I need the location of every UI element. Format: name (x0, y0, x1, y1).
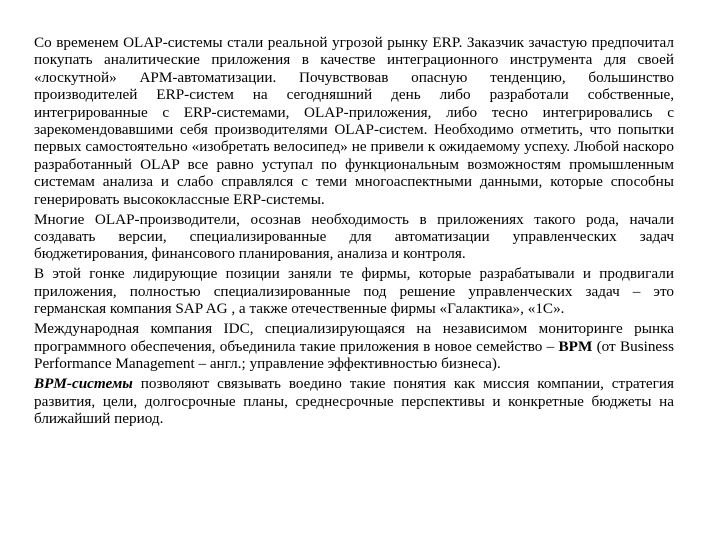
bpm-term: BPM (558, 337, 593, 355)
document-page (34, 34, 674, 427)
paragraph-olap-erp-threat: Со временем OLAP-системы стали реальной угрозой рынку ERP. Заказчик зачастую предпочитал покупать аналитические приложения в качестве интеграционного инструмента для своей «лоскутной» АРМ-автоматизации. Почувствовав опасную тенденцию, большинство производителей ERP-систем на сегодняшний день либо разработали собственные, интегрированные с ERP-системами, OLAP-приложения, либо тесно интегрировались с зарекомендовавшими себя производителями OLAP-систем. Необходимо отметить, что попытки первых самостоятельно «изобретать велосипед» не привели к ожидаемому успеху. Любой наскоро разработанный OLAP все равно уступал по функциональным возможностям промышленным системам анализа и слабо справлялся с теми многоаспектными данными, которые способны генерировать высококлассные ERP-системы. (34, 34, 674, 208)
bpm-systems-term: BPM-системы (34, 375, 133, 393)
paragraph-market-leaders: В этой гонке лидирующие позиции заняли те фирмы, которые разрабатывали и продвигали приложения, полностью специализированные под решение управленческих задач – это германская компания SAP AG , а также отечественные фирмы «Галактика», «1С». (34, 265, 674, 318)
paragraph-idc-bpm (34, 320, 674, 372)
idc-text-after: (от Business Performance Management – англ.; управление эффективностью бизнеса). (34, 337, 674, 373)
paragraph-bpm-systems (34, 375, 674, 427)
bpm-systems-text: позволяют связывать воедино такие понятия как миссия компании, стратегия развития, цели, долгосрочные планы, среднесрочные перспективы и конкретные бюджеты на ближайший период. (34, 375, 674, 427)
paragraph-olap-producers: Многие OLAP-производители, осознав необходимость в приложениях такого рода, начали создавать версии, специализированные для автоматизации управленческих задач бюджетирования, финансового планирования, анализа и контроля. (34, 210, 674, 263)
idc-text-before: Международная компания IDC, специализирующаяся на независимом мониторинге рынка программного обеспечения, объединила такие приложения в новое семейство – (34, 320, 674, 355)
